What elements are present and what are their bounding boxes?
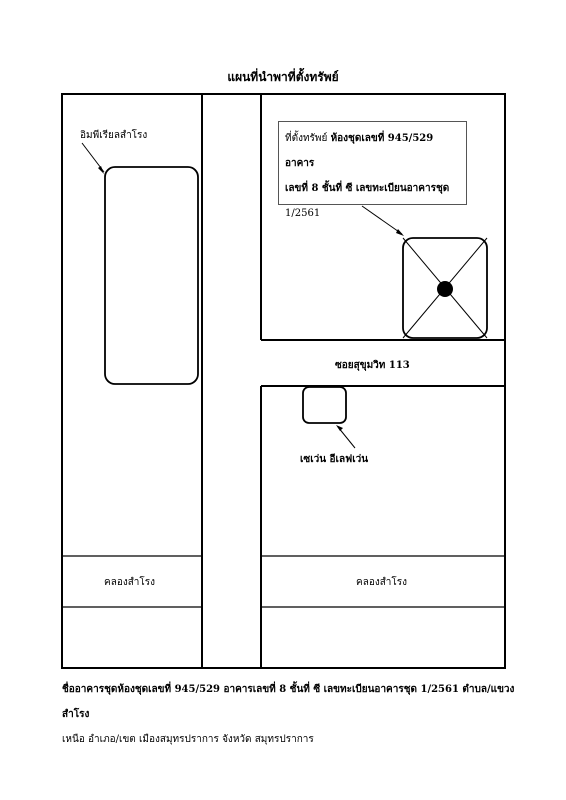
mall-label: อิมพีเรียลสำโรง xyxy=(80,130,148,141)
callout-line-2: เลขที่ 8 ชั้นที่ ซี เลขทะเบียนอาคารชุด xyxy=(285,183,450,194)
callout-line-1 xyxy=(285,126,460,176)
soi-label: ซอยสุขุมวิท 113 xyxy=(335,360,410,371)
canal-right-label: คลองสำโรง xyxy=(356,577,408,588)
footer-line-1: ชื่ออาคารชุดห้องชุดเลขที่ 945/529 อาคารเลขที่ 8 ชั้นที่ ซี เลขทะเบียนอาคารชุด 1/2561 ตำบล/แขวง สำโรง xyxy=(62,684,515,720)
property-location-marker xyxy=(437,281,453,297)
seven-pointer-arrowhead xyxy=(336,425,343,431)
canal-left-label: คลองสำโรง xyxy=(104,577,156,588)
callout-line-3: 1/2561 xyxy=(285,208,321,219)
property-description xyxy=(62,677,532,752)
property-callout-box xyxy=(278,121,467,219)
callout-prefix: ที่ตั้งทรัพย์ xyxy=(285,133,328,144)
footer-line-2: เหนือ อำเภอ/เขต เมืองสมุทรปราการ จังหวัด สมุทรปราการ xyxy=(62,734,314,745)
seven-eleven-building xyxy=(303,387,346,423)
map-title: แผนที่นำพาที่ตั้งทรัพย์ xyxy=(227,70,339,84)
mall-building xyxy=(105,167,198,384)
callout-unit-number: ห้องชุดเลขที่ 945/529 อาคาร xyxy=(285,133,434,169)
seven-eleven-label: เซเว่น อีเลฟเว่น xyxy=(300,454,369,465)
